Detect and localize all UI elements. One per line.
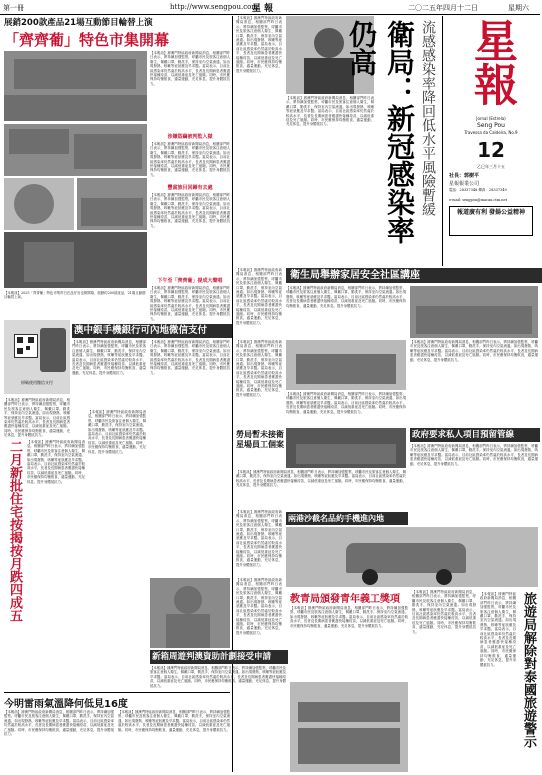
qr-code-icon	[14, 334, 38, 358]
health-body-3: 【本報訊】據澳門特區政府新聞局消息，相關部門昨日表示，將持續加強監察，呼籲市民及旅客注意個人衛生，佩戴口罩，勤洗手，保持室內空氣流通。如出現發熱、咳嗽等症狀應及早求醫。當局表示，目前社區感染率仍然處於較高水平，長者及長期病患者應盡快接種疫苗，以減低重症及死亡風險。同時，市民應保持均衡飲食，適量運動，充足休息，提升身體抵抗力。	[236, 340, 282, 397]
expo-photo-stage	[4, 51, 147, 121]
wechat-body-2: 【本報訊】據澳門特區政府新聞局消息，相關部門昨日表示，將持續加強監察，呼籲市民及旅客注意個人衛生，佩戴口罩，勤洗手，保持室內空氣流通。如出現發熱、咳嗽等症狀應及早求醫。當局表示，目前社區感染率仍然處於較高水平，長者及長期病患者應盡快接種疫苗，以減低重症及死亡風險。同時，市民應保持均衡飲食，適量運動，充足休息，提升身體抵抗力。	[150, 340, 230, 375]
vehicle-photo-car	[286, 527, 538, 587]
contact-info: 電話：28337348 傳真：28337349	[449, 188, 507, 192]
vehicle-headline: 兩港沙截名品約手機進內地	[286, 512, 408, 525]
health-photo-seminar	[286, 340, 406, 390]
email-link[interactable]: e-mail: sengpou@macau.ctm.net	[449, 198, 508, 202]
labour-headline: 勞局暫未接衛星場員工個案	[236, 430, 284, 449]
masthead	[442, 16, 539, 266]
expo-photo-booth	[4, 232, 147, 288]
company-name: 星報報業公司	[449, 181, 480, 187]
weather-headline: 今明雷雨氣溫降何低見16度	[4, 699, 128, 710]
health-body-1: 【本報訊】據澳門特區政府新聞局消息，相關部門昨日表示，將持續加強監察，呼籲市民及旅客注意個人衛生，佩戴口罩，勤洗手，保持室內空氣流通。如出現發熱、咳嗽等症狀應及早求醫。當局表示，目前社區感染率仍然處於較高水平，長者及長期病患者應盡快接種疫苗，以減低重症及死亡風險。同時，市民應保持均衡飲食，適量運動，充足休息，提升身體抵抗力。	[286, 286, 406, 308]
expo-subhead-3: 下午至「齊齊葡」提成大聲唱	[157, 278, 223, 284]
weather-body-1: 【本報訊】據澳門特區政府新聞局消息，相關部門昨日表示，將持續加強監察，呼籲市民及旅客注意個人衛生，佩戴口罩，勤洗手，保持室內空氣流通。如出現發熱、咳嗽等症狀應及早求醫。當局表示，目前社區感染率仍然處於較高水平，長者及長期病患者應盡快接種疫苗，以減低重症及死亡風險。同時，市民應保持均衡飲食，適量運動，充足休息，提升身體抵抗力。	[4, 710, 114, 737]
tender-photo-meeting	[286, 428, 406, 468]
expo-subhead-2: 豐富旅目回歸有去處	[167, 185, 213, 191]
expo-photo-stalls	[77, 178, 147, 230]
wechat-body-1: 【本報訊】據澳門特區政府新聞局消息，相關部門昨日表示，將持續加強監察，呼籲市民及旅客注意個人衛生，佩戴口罩，勤洗手，保持室內空氣流通。如出現發熱、咳嗽等症狀應及早求醫。當局表示，目前社區感染率仍然處於較高水平，長者及長期病患者應盡快接種疫苗，以減低重症及死亡風險。同時，市民應保持均衡飲食，適量運動，充足休息，提升身體抵抗力。	[72, 340, 146, 375]
youth-body-2: 【本報訊】據澳門特區政府新聞局消息，相關部門昨日表示，將持續加強監察，呼籲市民及旅客注意個人衛生，佩戴口罩，勤洗手，保持室內空氣流通。如出現發熱、咳嗽等症狀應及早求醫。當局表示，目前社區感染率仍然處於較高水平，長者及長期病患者應盡快接種疫苗，以減低重症及死亡風險。同時，市民應保持均衡飲食，適量運動，充足休息，提升身體抵抗力。	[150, 666, 286, 688]
housing-body-2: 【本報訊】據澳門特區政府新聞局消息，相關部門昨日表示，將持續加強監察，呼籲市民及旅客注意個人衛生，佩戴口罩，勤洗手，保持室內空氣流通。如出現發熱、咳嗽等症狀應及早求醫。當局表示，目前社區感染率仍然處於較高水平，長者及長期病患者應盡快接種疫苗，以減低重症及死亡風險。同時，市民應保持均衡飲食，適量運動，充足休息，提升身體抵抗力。	[88, 410, 146, 454]
expo-body-2: 【本報訊】據澳門特區政府新聞局消息，相關部門昨日表示，將持續加強監察，呼籲市民及旅客注意個人衛生，佩戴口罩，勤洗手，保持室內空氣流通。如出現發熱、咳嗽等症狀應及早求醫。當局表示，目前社區感染率仍然處於較高水平，長者及長期病患者應盡快接種疫苗，以減低重症及死亡風險。同時，市民應保持均衡飲食，適量運動，充足休息，提升身體抵抗力。	[150, 142, 230, 177]
page-header	[0, 0, 540, 15]
youth-photo-official	[150, 578, 230, 648]
volunteer-body-2: 【本報訊】據澳門特區政府新聞局消息，相關部門昨日表示，將持續加強監察，呼籲市民及旅客注意個人衛生，佩戴口罩，勤洗手，保持室內空氣流通。如出現發熱、咳嗽等症狀應及早求醫。當局表示，目前社區感染率仍然處於較高水平，長者及長期病患者應盡快接種疫苗，以減低重症及死亡風險。同時，市民應保持均衡飲食，適量運動，充足休息，提升身體抵抗力。	[412, 590, 476, 634]
wechat-body-3: 【本報訊】據澳門特區政府新聞局消息，相關部門昨日表示，將持續加強監察，呼籲市民及旅客注意個人衛生，佩戴口罩，勤洗手，保持室內空氣流通。如出現發熱、咳嗽等症狀應及早求醫。當局表示，目前社區感染率仍然處於較高水平，長者及長期病患者應盡快接種疫苗，以減低重症及死亡風險。同時，市民應保持均衡飲食，適量運動，充足休息，提升身體抵抗力。	[4, 398, 70, 438]
expo-body-4: 【本報訊】據澳門特區政府新聞局消息，相關部門昨日表示，將持續加強監察，呼籲市民及旅客注意個人衛生，佩戴口罩，勤洗手，保持室內空氣流通。如出現發熱、咳嗽等症狀應及早求醫。當局表示，目前社區感染率仍然處於較高水平，長者及長期病患者應盡快接種疫苗，以減低重症及死亡風險。同時，市民應保持均衡飲食，適量運動，充足休息，提升身體抵抗力。	[150, 286, 230, 321]
labour-body-1: 【本報訊】據澳門特區政府新聞局消息，相關部門昨日表示，將持續加強監察，呼籲市民及旅客注意個人衛生，佩戴口罩，勤洗手，保持室內空氣流通。如出現發熱、咳嗽等症狀應及早求醫。當局表示，目前社區感染率仍然處於較高水平，長者及長期病患者應盡快接種疫苗，以減低重症及死亡風險。同時，市民應保持均衡飲食，適量運動，充足休息，提升身體抵抗力。	[236, 470, 406, 488]
weather-body-2: 【本報訊】據澳門特區政府新聞局消息，相關部門昨日表示，將持續加強監察，呼籲市民及旅客注意個人衛生，佩戴口罩，勤洗手，保持室內空氣流通。如出現發熱、咳嗽等症狀應及早求醫。當局表示，目前社區感染率仍然處於較高水平，長者及長期病患者應盡快接種疫苗，以減低重症及死亡風險。同時，市民應保持均衡飲食，適量運動，充足休息，提升身體抵抗力。	[118, 710, 230, 732]
covid-body-1: 【本報訊】據澳門特區政府新聞局消息，相關部門昨日表示，將持續加強監察，呼籲市民及旅客注意個人衛生，佩戴口罩，勤洗手，保持室內空氣流通。如出現發熱、咳嗽等症狀應及早求醫。當局表示，目前社區感染率仍然處於較高水平，長者及長期病患者應盡快接種疫苗，以減低重症及死亡風險。同時，市民應保持均衡飲食，適量運動，充足休息，提升身體抵抗力。	[236, 16, 282, 73]
housing-body-1: 【本報訊】據澳門特區政府新聞局消息，相關部門昨日表示，將持續加強監察，呼籲市民及旅客注意個人衛生，佩戴口罩，勤洗手，保持室內空氣流通。如出現發熱、咳嗽等症狀應及早求醫。當局表示，目前社區感染率仍然處於較高水平，長者及長期病患者應盡快接種疫苗，以減低重症及死亡風險。同時，市民應保持均衡飲食，適量運動，充足休息，提升身體抵抗力。	[27, 440, 85, 484]
wechat-headline: 澳中銀手機銀行可內地微信支付	[72, 324, 232, 338]
masthead-romanization: Seng Pou	[477, 122, 505, 129]
header-paper-name: 星 報	[252, 4, 274, 14]
volunteer-body-1: 【本報訊】據澳門特區政府新聞局消息，相關部門昨日表示，將持續加強監察，呼籲市民及旅客注意個人衛生，佩戴口罩，勤洗手，保持室內空氣流通。如出現發熱、咳嗽等症狀應及早求醫。當局表示，目前社區感染率仍然處於較高水平，長者及長期病患者應盡快接種疫苗，以減低重症及死亡風險。同時，市民應保持均衡飲食，適量運動，充足休息，提升身體抵抗力。	[290, 606, 408, 628]
wechat-pay-graphic	[4, 320, 70, 394]
covid-subhead: 流感感染率降回低水平風險暫緩	[420, 20, 436, 216]
tender-body-1: 【本報訊】據澳門特區政府新聞局消息，相關部門昨日表示，將持續加強監察，呼籲市民及旅客注意個人衛生，佩戴口罩，勤洗手，保持室內空氣流通。如出現發熱、咳嗽等症狀應及早求醫。當局表示，目前社區感染率仍然處於較高水平，長者及長期病患者應盡快接種疫苗，以減低重症及死亡風險。同時，市民應保持均衡飲食，適量運動，充足休息，提升身體抵抗力。	[410, 444, 538, 466]
expo-photo-crowd	[4, 124, 147, 176]
expo-photo-wheel	[4, 178, 74, 230]
masthead-roman: Jornal (Estrela)	[476, 116, 506, 121]
issue-day: 12	[477, 138, 505, 162]
covid-headline: 衛局：新冠感染率仍高	[345, 20, 416, 244]
publisher-line	[449, 172, 533, 179]
publisher-label: 社長：	[449, 173, 465, 179]
expo-subhead-1: 涉嫌盜竊被判監入獄	[167, 134, 213, 140]
header-date: 二〇二五年四月十二日	[408, 4, 478, 12]
page-label: 第一冊	[3, 4, 24, 12]
masthead-title: 星報	[466, 18, 517, 106]
phone-icon	[40, 328, 66, 372]
housing-headline: 二月新批住宅按揭按月跌四成五	[7, 440, 22, 622]
expo-headline: 「齊齊葡」特色市集開幕	[4, 31, 170, 49]
expo-body-1: 【本報訊】據澳門特區政府新聞局消息，相關部門昨日表示，將持續加強監察，呼籲市民及旅客注意個人衛生，佩戴口罩，勤洗手，保持室內空氣流通。如出現發熱、咳嗽等症狀應及早求醫。當局表示，目前社區感染率仍然處於較高水平，長者及長期病患者應盡快接種疫苗，以減低重症及死亡風險。同時，市民應保持均衡飲食，適量運動，充足休息，提升身體抵抗力。	[150, 51, 230, 86]
header-url[interactable]: http://www.sengpou.com	[170, 3, 258, 11]
expo-body-3: 【本報訊】據澳門特區政府新聞局消息，相關部門昨日表示，將持續加強監察，呼籲市民及旅客注意個人衛生，佩戴口罩，勤洗手，保持室內空氣流通。如出現發熱、咳嗽等症狀應及早求醫。當局表示，目前社區感染率仍然處於較高水平，長者及長期病患者應盡快接種疫苗，以減低重症及死亡風險。同時，市民應保持均衡飲食，適量運動，充足休息，提升身體抵抗力。	[150, 193, 230, 228]
youth-headline: 新箱周遊判澳資助計劃接受申請	[150, 650, 288, 664]
expo-caption: 【本報訊】2025「齊齊葡」特色市集昨日在氹仔官也街開幕，展銷約200款產品，21場互動節目輪替上演。	[4, 291, 146, 300]
health-photo-audience	[410, 286, 538, 338]
health-body-0: 【本報訊】據澳門特區政府新聞局消息，相關部門昨日表示，將持續加強監察，呼籲市民及旅客注意個人衛生，佩戴口罩，勤洗手，保持室內空氣流通。如出現發熱、咳嗽等症狀應及早求醫。當局表示，目前社區感染率仍然處於較高水平，長者及長期病患者應盡快接種疫苗，以減低重症及死亡風險。同時，市民應保持均衡飲食，適量運動，充足休息，提升身體抵抗力。	[236, 268, 282, 325]
wechat-caption: 掃碼使用微信支付	[21, 380, 53, 385]
volunteer-headline: 教青局頒發青年義工獎項	[290, 594, 400, 605]
labour-body-2: 【本報訊】據澳門特區政府新聞局消息，相關部門昨日表示，將持續加強監察，呼籲市民及旅客注意個人衛生，佩戴口罩，勤洗手，保持室內空氣流通。如出現發熱、咳嗽等症狀應及早求醫。當局表示，目前社區感染率仍然處於較高水平，長者及長期病患者應盡快接種疫苗，以減低重症及死亡風險。同時，市民應保持均衡飲食，適量運動，充足休息，提升身體抵抗力。	[236, 510, 282, 567]
expo-kicker: 展銷200款產品21場互動節目輪替上演	[4, 18, 153, 28]
publisher-name: 郭樹平	[464, 173, 480, 179]
covid-body-2: 【本報訊】據澳門特區政府新聞局消息，相關部門昨日表示，將持續加強監察，呼籲市民及旅客注意個人衛生，佩戴口罩，勤洗手，保持室內空氣流通。如出現發熱、咳嗽等症狀應及早求醫。當局表示，目前社區感染率仍然處於較高水平，長者及長期病患者應盡快接種疫苗，以減低重症及死亡風險。同時，市民應保持均衡飲食，適量運動，充足休息，提升身體抵抗力。	[286, 96, 374, 127]
lunar-date: 乙巳年三月十五	[477, 164, 505, 169]
health-body-2: 【本報訊】據澳門特區政府新聞局消息，相關部門昨日表示，將持續加強監察，呼籲市民及旅客注意個人衛生，佩戴口罩，勤洗手，保持室內空氣流通。如出現發熱、咳嗽等症狀應及早求醫。當局表示，目前社區感染率仍然處於較高水平，長者及長期病患者應盡快接種疫苗，以減低重症及死亡風險。同時，市民應保持均衡飲食，適量運動，充足休息，提升身體抵抗力。	[410, 340, 538, 362]
tourism-headline: 旅遊局解除對泰國旅遊警示	[521, 592, 536, 748]
tender-headline: 政府要求私人項目預留管線	[410, 428, 540, 442]
header-weekday: 星期六	[508, 4, 529, 12]
slogan-box: 報道廣有利 發揚公益精神	[449, 206, 533, 236]
volunteer-photo-group	[290, 682, 408, 772]
youth-body-1: 【本報訊】據澳門特區政府新聞局消息，相關部門昨日表示，將持續加強監察，呼籲市民及旅客注意個人衛生，佩戴口罩，勤洗手，保持室內空氣流通。如出現發熱、咳嗽等症狀應及早求醫。當局表示，目前社區感染率仍然處於較高水平，長者及長期病患者應盡快接種疫苗，以減低重症及死亡風險。同時，市民應保持均衡飲食，適量運動，充足休息，提升身體抵抗力。	[236, 578, 282, 635]
masthead-address: Travessa da Caldeira, No.9	[464, 130, 518, 135]
tourism-body-1: 【本報訊】據澳門特區政府新聞局消息，相關部門昨日表示，將持續加強監察，呼籲市民及旅客注意個人衛生，佩戴口罩，勤洗手，保持室內空氣流通。如出現發熱、咳嗽等症狀應及早求醫。當局表示，目前社區感染率仍然處於較高水平，長者及長期病患者應盡快接種疫苗，以減低重症及死亡風險。同時，市民應保持均衡飲食，適量運動，充足休息，提升身體抵抗力。	[480, 592, 516, 667]
health-headline: 衛生局舉辦家居安全社區講座	[286, 268, 542, 283]
health-body-4: 【本報訊】據澳門特區政府新聞局消息，相關部門昨日表示，將持續加強監察，呼籲市民及旅客注意個人衛生，佩戴口罩，勤洗手，保持室內空氣流通。如出現發熱、咳嗽等症狀應及早求醫。當局表示，目前社區感染率仍然處於較高水平，長者及長期病患者應盡快接種疫苗，以減低重症及死亡風險。同時，市民應保持均衡飲食，適量運動，充足休息，提升身體抵抗力。	[286, 392, 406, 414]
